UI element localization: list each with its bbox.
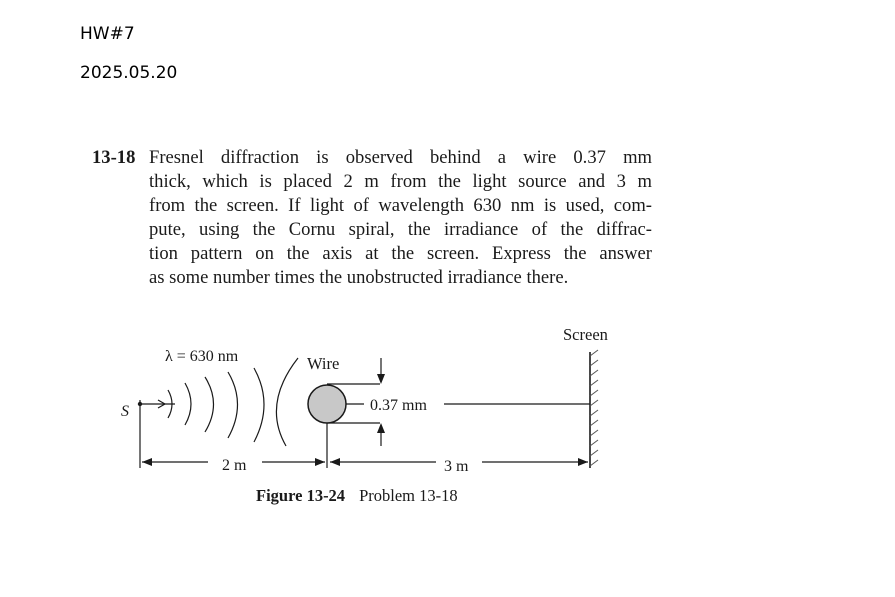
hw-title: HW#7 xyxy=(80,24,135,44)
wavefront-arc-3 xyxy=(205,377,214,432)
thickness-arrowhead-up-icon xyxy=(377,423,385,433)
problem-line-4: pute, using the Cornu spiral, the irradiance of the diffrac- xyxy=(149,219,652,240)
wavefront-arc-2 xyxy=(185,383,191,425)
screen-hatching xyxy=(590,350,598,466)
source-label: S xyxy=(121,403,129,420)
source-point-icon xyxy=(138,402,142,406)
figure-caption-text: Problem 13-18 xyxy=(359,486,458,505)
figure-caption xyxy=(256,486,458,506)
screen-label: Screen xyxy=(563,325,608,344)
wavefront-arc-5 xyxy=(254,368,264,442)
thickness-label: 0.37 mm xyxy=(370,397,427,414)
wire-label: Wire xyxy=(307,354,340,373)
problem-line-6: as some number times the unobstructed irradiance there. xyxy=(149,267,569,288)
hw-date: 2025.05.20 xyxy=(80,63,178,83)
dim-arrowhead-mid-right-icon xyxy=(315,458,325,466)
figure-caption-label: Figure 13-24 xyxy=(256,486,346,505)
problem-line-5: tion pattern on the axis at the screen. Express the answer xyxy=(149,243,652,264)
wavefront-arc-4 xyxy=(228,372,238,438)
wire-cross-section xyxy=(308,385,346,423)
problem-line-3: from the screen. If light of wavelength 630 nm is used, com- xyxy=(149,195,652,216)
thickness-arrowhead-down-icon xyxy=(377,374,385,384)
distance-source-wire-label: 2 m xyxy=(222,457,247,474)
dim-arrowhead-mid-left-icon xyxy=(330,458,340,466)
distance-wire-screen-label: 3 m xyxy=(444,458,469,475)
dim-arrowhead-left-icon xyxy=(142,458,152,466)
problem-number: 13-18 xyxy=(92,147,136,168)
dim-arrowhead-right-icon xyxy=(578,458,588,466)
wavefront-arc-6 xyxy=(276,358,298,446)
wavelength-label: λ = 630 nm xyxy=(165,348,239,365)
problem-line-2: thick, which is placed 2 m from the light source and 3 m xyxy=(149,171,652,192)
problem-line-1: Fresnel diffraction is observed behind a wire 0.37 mm xyxy=(149,147,652,168)
